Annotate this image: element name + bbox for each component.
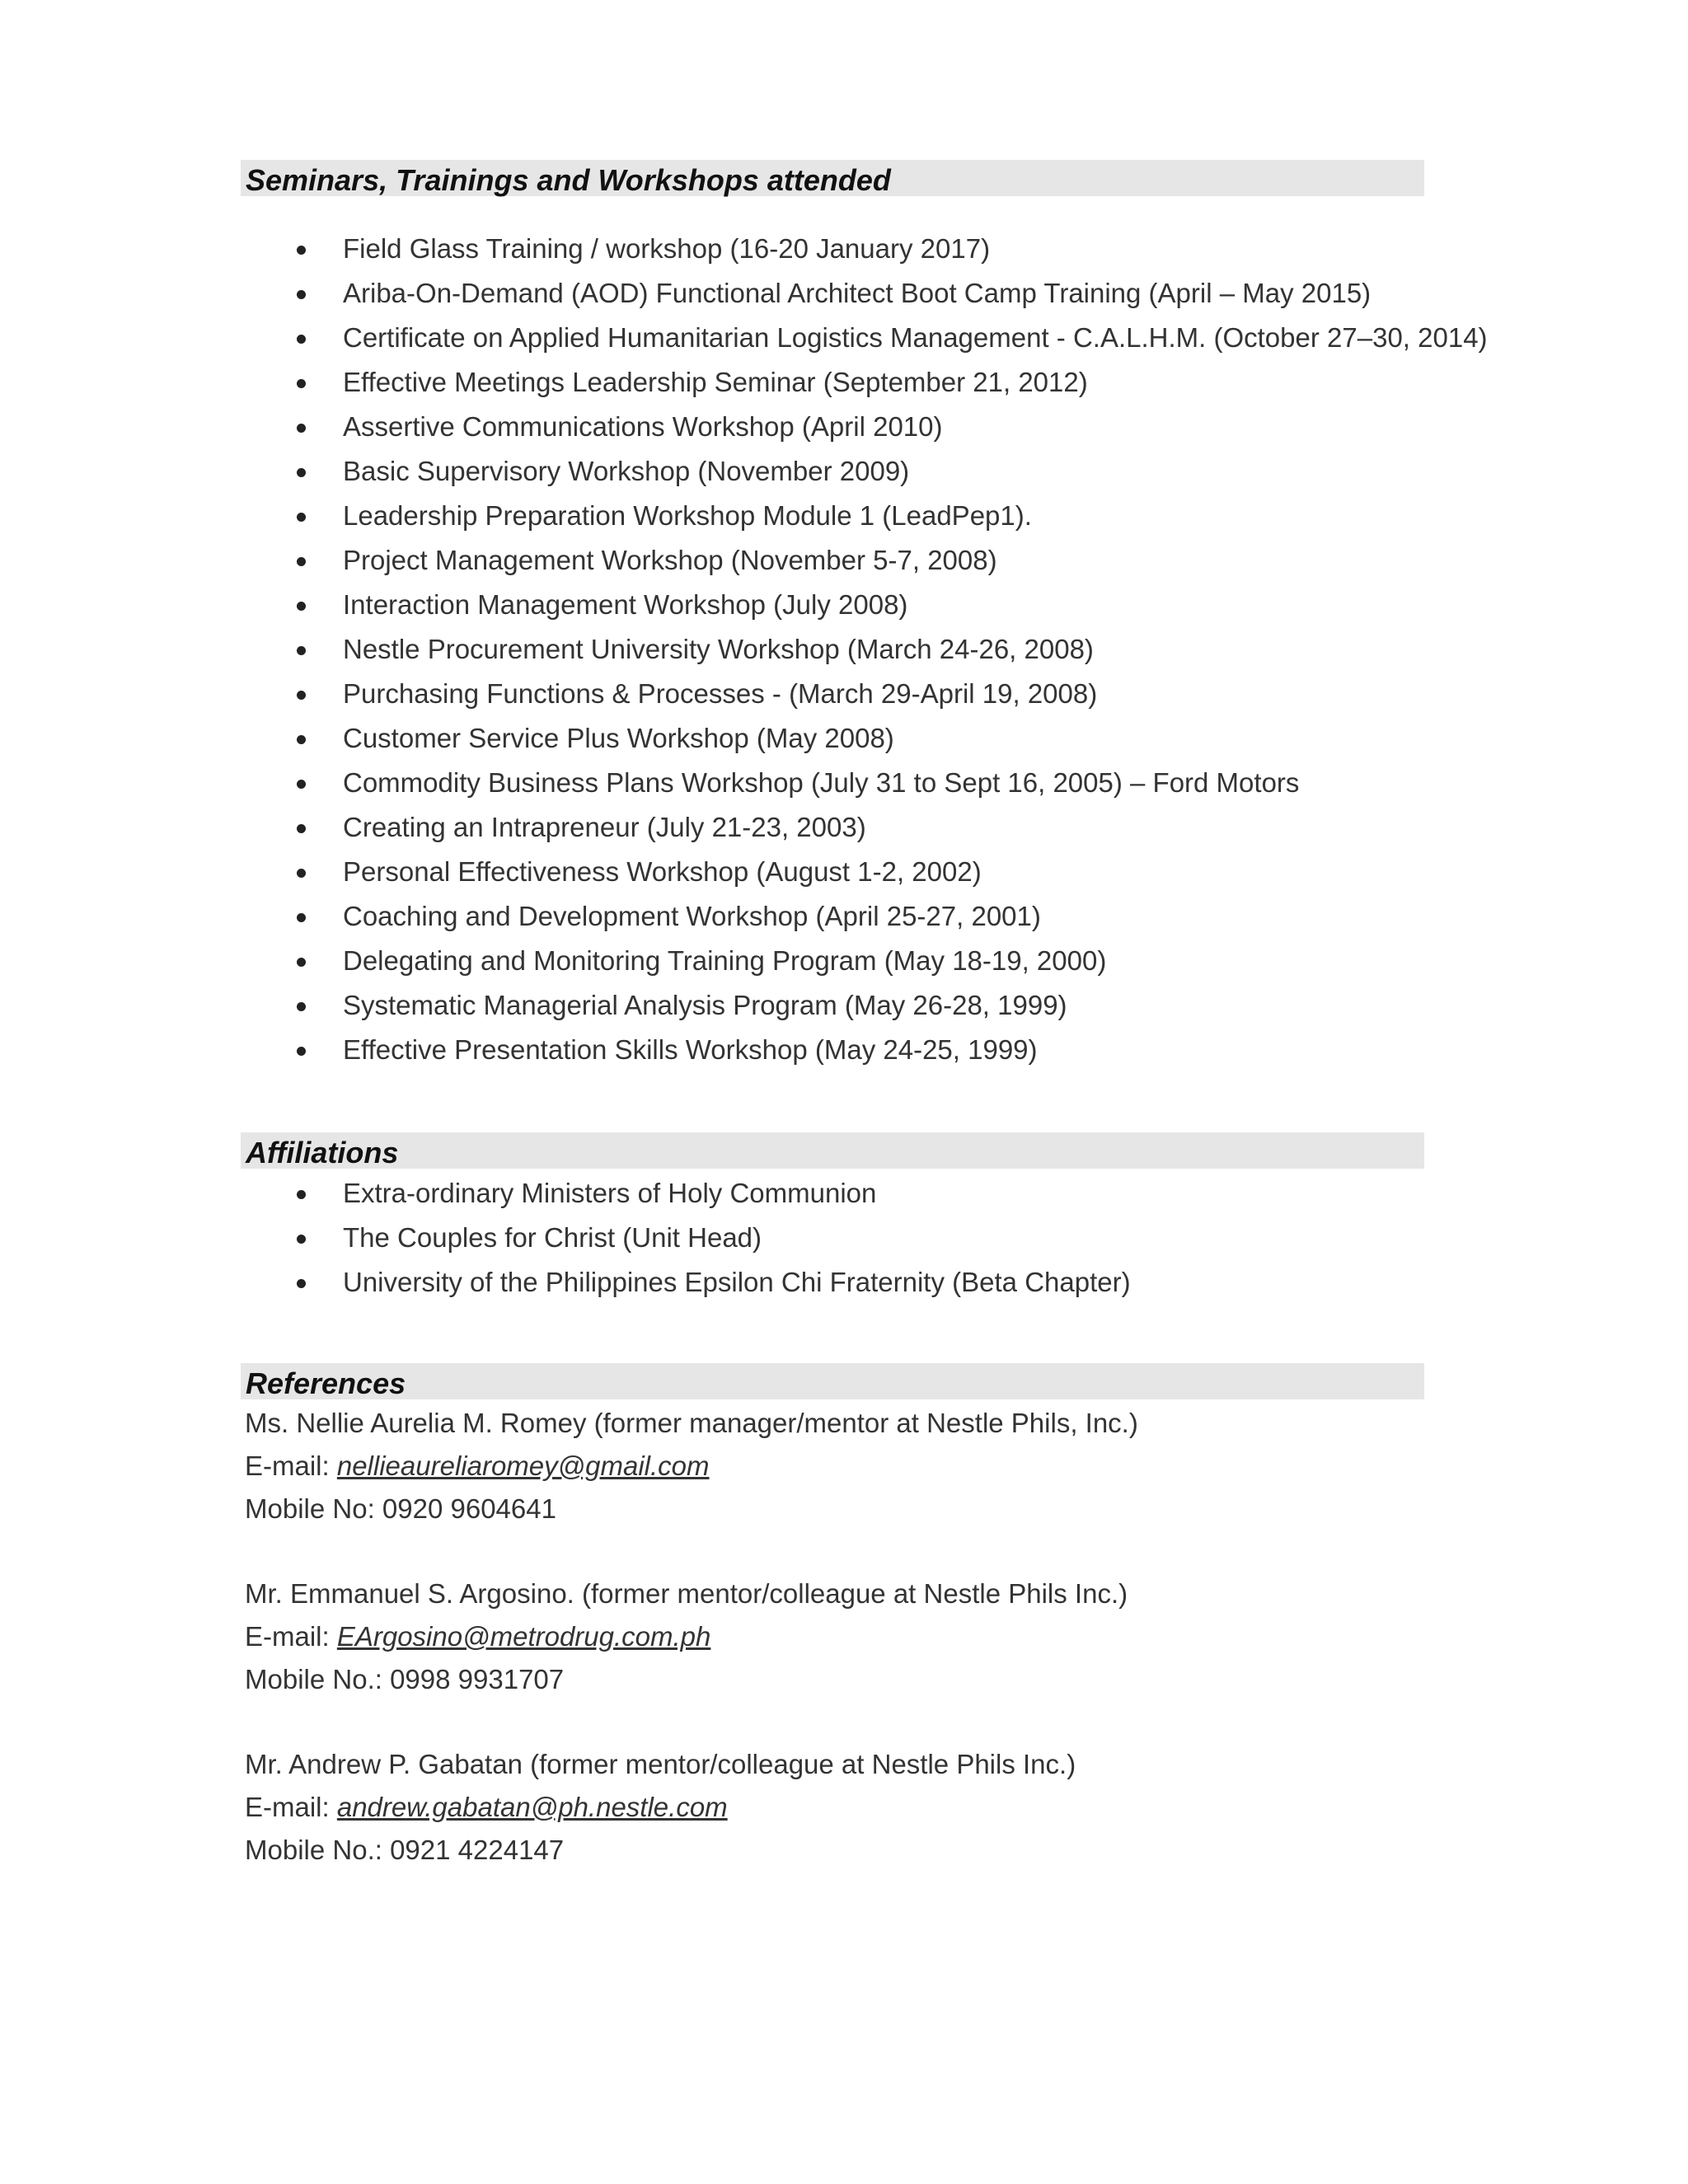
bullet-icon	[297, 691, 306, 700]
bullet-icon	[297, 557, 306, 566]
bullet-icon	[297, 513, 306, 522]
bullet-icon	[297, 379, 306, 388]
bullet-icon	[297, 1002, 306, 1011]
email-link[interactable]: nellieaureliaromey@gmail.com	[336, 1451, 710, 1481]
seminars-heading-bar	[241, 160, 1424, 196]
reference-email-line	[245, 1615, 1399, 1658]
reference-mobile: Mobile No.: 0921 4224147	[245, 1835, 565, 1865]
reference-mobile: Mobile No.: 0998 9931707	[245, 1664, 565, 1694]
email-label: E-mail:	[245, 1621, 337, 1652]
seminars-heading: Seminars, Trainings and Workshops attended	[246, 163, 891, 197]
reference-mobile: Mobile No: 0920 9604641	[245, 1493, 556, 1524]
bullet-icon	[297, 824, 306, 833]
email-link[interactable]: EArgosino@metrodrug.com.ph	[336, 1621, 711, 1652]
bullet-icon	[297, 468, 306, 477]
email-label: E-mail:	[245, 1792, 337, 1822]
bullet-icon	[297, 1235, 306, 1244]
bullet-icon	[297, 780, 306, 789]
references-heading: References	[246, 1366, 406, 1400]
bullet-icon	[297, 246, 306, 255]
bullet-icon	[297, 913, 306, 922]
bullet-icon	[297, 602, 306, 611]
resume-page: Seminars, Trainings and Workshops attended Field Glass Training / workshop (16-20 January 2017) Ariba-On-Demand (AOD) Functional Architect Boot Camp Training (April – May 2015) Certificate on Applied Humanitarian Logistics Management - C.A.L.H.M. (October 27–30, 2014) Effective Meetings Leadership Seminar (September 21, 2012) Assertive Communications Workshop (April 2010) Basic Supervisory Workshop (November 2009) Leadership Preparation Workshop Module 1 (LeadPep1). Project Management Workshop (November 5-7, 2008) Interaction Management Workshop (July 2008) Nestle Procurement University Workshop (March 24-26, 2008) Purchasing Functions & Processes - (March 29-April 19, 2008) Customer Service Plus Workshop (May 2008) Commodity Business Plans Workshop (July 31 to Sept 16, 2005) – Ford Motors Creating an Intrapreneur (July 21-23, 2003) Personal Effectiveness Workshop (August 1-2, 2002) Coaching and Development Workshop (April 25-27, 2001) Delegating and Monitoring Training Program (May 18-19, 2000) Systematic Managerial Analysis Program (May 26-28, 1999) Effective Presentation Skills Workshop (May 24-25, 1999) Affiliations Extra-ordinary Ministers of Holy Communion The Couples for Christ (Unit Head) University of the Philippines Epsilon Chi Fraternity (Beta Chapter) References Ms. Nellie Aurelia M. Romey (former manager/mentor at Nestle Phils, Inc.) E-mail: nellieaureliaromey@gmail.com Mobile No: 0920 9604641 Mr. Emmanuel S. Argosino. (former mentor/colleague at Nestle Phils Inc.) E-mail: EArgosino@metrodrug.com.ph Mobile No.: 0998 9931707 Mr. Andrew P. Gabatan (former mentor/colleague at Nestle Phils Inc.) E-mail: andrew.gabatan@ph.nestle.com Mobile No.: 0921 4224147	[0, 0, 1688, 2184]
bullet-icon	[297, 1047, 306, 1056]
reference-entry	[245, 1402, 1399, 1530]
reference-email-line	[245, 1445, 1399, 1488]
bullet-icon	[297, 424, 306, 433]
bullet-icon	[297, 869, 306, 878]
bullet-icon	[297, 958, 306, 967]
reference-entry	[245, 1572, 1399, 1701]
reference-name: Mr. Andrew P. Gabatan (former mentor/colleague at Nestle Phils Inc.)	[245, 1749, 1076, 1779]
bullet-icon	[297, 646, 306, 655]
bullet-icon	[297, 290, 306, 299]
reference-name: Ms. Nellie Aurelia M. Romey (former manager/mentor at Nestle Phils, Inc.)	[245, 1408, 1138, 1438]
email-link[interactable]: andrew.gabatan@ph.nestle.com	[336, 1792, 728, 1822]
email-label: E-mail:	[245, 1451, 337, 1481]
bullet-icon	[297, 1190, 306, 1199]
reference-entry	[245, 1743, 1399, 1872]
reference-email-line	[245, 1786, 1399, 1829]
bullet-icon	[297, 1279, 306, 1288]
affiliations-heading: Affiliations	[246, 1136, 399, 1169]
reference-name: Mr. Emmanuel S. Argosino. (former mentor/colleague at Nestle Phils Inc.)	[245, 1578, 1128, 1609]
bullet-icon	[297, 735, 306, 744]
references-heading-bar	[241, 1363, 1424, 1399]
affiliations-heading-bar	[241, 1132, 1424, 1169]
bullet-icon	[297, 335, 306, 344]
